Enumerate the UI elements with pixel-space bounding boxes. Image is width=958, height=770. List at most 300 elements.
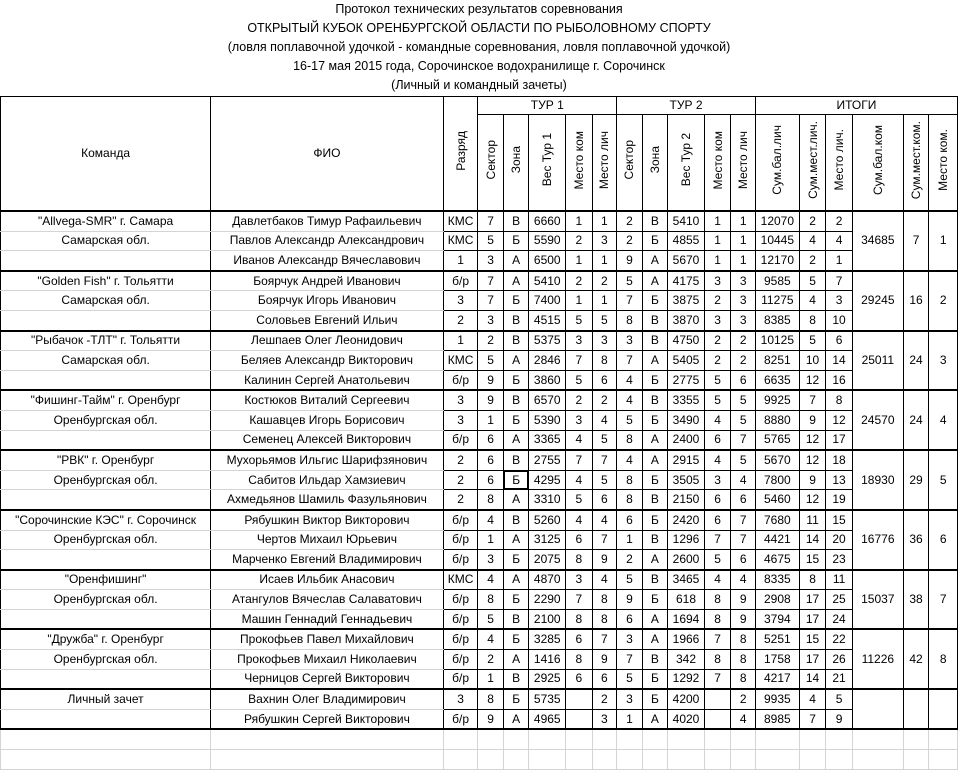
sum-places-cell[interactable]: 10 xyxy=(799,351,826,371)
empty-cell[interactable] xyxy=(1,750,211,770)
zone2-cell[interactable]: А xyxy=(642,450,668,470)
team-blank-cell[interactable] xyxy=(1,609,211,629)
zone1-cell[interactable]: Б xyxy=(503,550,529,570)
zone2-cell[interactable]: А xyxy=(642,550,668,570)
zone2-cell[interactable]: В xyxy=(642,310,668,330)
zone2-cell[interactable]: Б xyxy=(642,291,668,311)
sector2-cell[interactable]: 4 xyxy=(617,390,643,410)
zone1-cell[interactable]: Б xyxy=(503,231,529,251)
place-cell[interactable]: 4 xyxy=(826,231,853,251)
weight1-cell[interactable]: 6570 xyxy=(529,390,566,410)
weight1-cell[interactable]: 4870 xyxy=(529,570,566,590)
sector1-cell[interactable]: 3 xyxy=(478,251,504,271)
zone1-cell[interactable]: Б xyxy=(503,291,529,311)
team-region-cell[interactable]: Оренбургская обл. xyxy=(1,410,211,430)
fio-cell[interactable]: Чертов Михаил Юрьевич xyxy=(211,530,444,550)
weight1-cell[interactable]: 3125 xyxy=(529,530,566,550)
fio-cell[interactable]: Черницов Сергей Викторович xyxy=(211,669,444,689)
place-pers1-cell[interactable]: 3 xyxy=(592,709,617,729)
sum-places-cell[interactable]: 17 xyxy=(799,650,826,670)
place-team2-cell[interactable]: 2 xyxy=(704,331,731,351)
team-sum-points-cell[interactable]: 16776 xyxy=(852,510,903,570)
team-sum-points-cell[interactable]: 34685 xyxy=(852,211,903,271)
table-row[interactable] xyxy=(1,609,958,629)
place-pers2-cell[interactable]: 6 xyxy=(731,370,756,390)
place-team1-cell[interactable]: 2 xyxy=(566,271,593,291)
place-cell[interactable]: 13 xyxy=(826,470,853,490)
table-row[interactable] xyxy=(1,211,958,231)
place-pers2-cell[interactable]: 5 xyxy=(731,410,756,430)
sector1-cell[interactable]: 6 xyxy=(478,450,504,470)
team-place-cell[interactable]: 6 xyxy=(929,510,958,570)
rank-cell[interactable]: б/р xyxy=(443,530,478,550)
sector1-cell[interactable]: 3 xyxy=(478,550,504,570)
place-team2-cell[interactable]: 3 xyxy=(704,271,731,291)
sector2-cell[interactable]: 6 xyxy=(617,510,643,530)
zone2-cell[interactable]: В xyxy=(642,211,668,231)
team-sum-places-cell[interactable]: 38 xyxy=(903,570,929,630)
zone1-cell[interactable]: А xyxy=(503,570,529,590)
place-cell[interactable]: 6 xyxy=(826,331,853,351)
weight1-cell[interactable]: 5590 xyxy=(529,231,566,251)
team-name-cell[interactable]: Личный зачет xyxy=(1,689,211,709)
place-cell[interactable]: 26 xyxy=(826,650,853,670)
team-sum-places-cell[interactable]: 7 xyxy=(903,211,929,271)
place-pers1-cell[interactable]: 7 xyxy=(592,530,617,550)
sector2-cell[interactable]: 2 xyxy=(617,211,643,231)
rank-cell[interactable]: б/р xyxy=(443,650,478,670)
place-team1-cell[interactable]: 5 xyxy=(566,310,593,330)
place-cell[interactable]: 25 xyxy=(826,590,853,610)
sector2-cell[interactable]: 8 xyxy=(617,470,643,490)
sum-places-cell[interactable]: 11 xyxy=(799,510,826,530)
sum-points-cell[interactable]: 10125 xyxy=(755,331,799,351)
sum-points-cell[interactable]: 4421 xyxy=(755,530,799,550)
team-sum-points-cell[interactable]: 24570 xyxy=(852,390,903,450)
fio-cell[interactable]: Соловьев Евгений Ильич xyxy=(211,310,444,330)
fio-cell[interactable]: Вахнин Олег Владимирович xyxy=(211,689,444,709)
place-cell[interactable]: 11 xyxy=(826,570,853,590)
rank-cell[interactable]: б/р xyxy=(443,629,478,649)
team-name-cell[interactable]: "Дружба" г. Оренбург xyxy=(1,629,211,649)
sector1-cell[interactable]: 9 xyxy=(478,390,504,410)
place-cell[interactable]: 12 xyxy=(826,410,853,430)
place-pers1-cell[interactable]: 5 xyxy=(592,430,617,450)
place-cell[interactable]: 17 xyxy=(826,430,853,450)
team-place-cell[interactable] xyxy=(929,689,958,729)
empty-cell[interactable] xyxy=(731,750,756,770)
fio-cell[interactable]: Семенец Алексей Викторович xyxy=(211,430,444,450)
place-team2-cell[interactable]: 1 xyxy=(704,231,731,251)
rank-cell[interactable]: 2 xyxy=(443,450,478,470)
zone2-cell[interactable]: Б xyxy=(642,470,668,490)
sum-points-cell[interactable]: 8335 xyxy=(755,570,799,590)
team-blank-cell[interactable] xyxy=(1,669,211,689)
rank-cell[interactable]: б/р xyxy=(443,669,478,689)
place-cell[interactable]: 15 xyxy=(826,510,853,530)
place-pers2-cell[interactable]: 9 xyxy=(731,590,756,610)
place-team1-cell[interactable]: 1 xyxy=(566,251,593,271)
team-name-cell[interactable]: "Фишинг-Тайм" г. Оренбург xyxy=(1,390,211,410)
sum-places-cell[interactable]: 7 xyxy=(799,390,826,410)
sum-points-cell[interactable]: 6635 xyxy=(755,370,799,390)
weight2-cell[interactable]: 3505 xyxy=(668,470,705,490)
team-name-cell[interactable]: "РВК" г. Оренбург xyxy=(1,450,211,470)
rank-cell[interactable]: КМС xyxy=(443,570,478,590)
sum-places-cell[interactable]: 2 xyxy=(799,251,826,271)
team-name-cell[interactable]: "Рыбачок -ТЛТ" г. Тольятти xyxy=(1,331,211,351)
sector2-cell[interactable]: 2 xyxy=(617,550,643,570)
weight2-cell[interactable]: 3490 xyxy=(668,410,705,430)
weight2-cell[interactable]: 1292 xyxy=(668,669,705,689)
weight1-cell[interactable]: 5410 xyxy=(529,271,566,291)
rank-cell[interactable]: 3 xyxy=(443,291,478,311)
place-pers2-cell[interactable]: 2 xyxy=(731,351,756,371)
sector2-cell[interactable]: 5 xyxy=(617,570,643,590)
weight1-cell[interactable]: 6500 xyxy=(529,251,566,271)
empty-row[interactable] xyxy=(1,750,958,770)
place-pers1-cell[interactable]: 5 xyxy=(592,470,617,490)
empty-cell[interactable] xyxy=(592,750,617,770)
zone2-cell[interactable]: Б xyxy=(642,410,668,430)
table-row[interactable] xyxy=(1,530,958,550)
place-team1-cell[interactable]: 3 xyxy=(566,410,593,430)
sum-points-cell[interactable]: 12170 xyxy=(755,251,799,271)
zone1-cell[interactable]: В xyxy=(503,609,529,629)
sum-points-cell[interactable]: 8251 xyxy=(755,351,799,371)
rank-cell[interactable]: 1 xyxy=(443,331,478,351)
weight2-cell[interactable]: 5670 xyxy=(668,251,705,271)
place-team2-cell[interactable]: 7 xyxy=(704,669,731,689)
team-name-cell[interactable]: "Сорочинские КЭС" г. Сорочинск xyxy=(1,510,211,530)
zone1-cell[interactable]: А xyxy=(503,650,529,670)
place-pers1-cell[interactable]: 1 xyxy=(592,291,617,311)
rank-cell[interactable]: КМС xyxy=(443,351,478,371)
place-team1-cell[interactable]: 5 xyxy=(566,490,593,510)
weight2-cell[interactable]: 3870 xyxy=(668,310,705,330)
table-row[interactable] xyxy=(1,550,958,570)
place-pers2-cell[interactable]: 8 xyxy=(731,650,756,670)
sum-places-cell[interactable]: 15 xyxy=(799,629,826,649)
weight1-cell[interactable]: 2846 xyxy=(529,351,566,371)
fio-cell[interactable]: Иванов Александр Вячеславович xyxy=(211,251,444,271)
sector2-cell[interactable]: 8 xyxy=(617,310,643,330)
weight1-cell[interactable]: 3365 xyxy=(529,430,566,450)
fio-cell[interactable]: Кашавцев Игорь Борисович xyxy=(211,410,444,430)
fio-cell[interactable]: Исаев Ильбик Анасович xyxy=(211,570,444,590)
zone1-cell[interactable]: В xyxy=(503,310,529,330)
weight2-cell[interactable]: 4175 xyxy=(668,271,705,291)
place-team1-cell[interactable]: 7 xyxy=(566,450,593,470)
zone1-cell[interactable]: В xyxy=(503,450,529,470)
weight2-cell[interactable]: 4750 xyxy=(668,331,705,351)
sum-places-cell[interactable]: 4 xyxy=(799,689,826,709)
team-blank-cell[interactable] xyxy=(1,550,211,570)
weight1-cell[interactable]: 2755 xyxy=(529,450,566,470)
team-region-cell[interactable]: Оренбургская обл. xyxy=(1,530,211,550)
place-pers1-cell[interactable]: 7 xyxy=(592,629,617,649)
place-team1-cell[interactable]: 6 xyxy=(566,530,593,550)
place-pers1-cell[interactable]: 2 xyxy=(592,271,617,291)
place-pers2-cell[interactable]: 8 xyxy=(731,669,756,689)
table-row[interactable] xyxy=(1,331,958,351)
fio-cell[interactable]: Боярчук Игорь Иванович xyxy=(211,291,444,311)
weight1-cell[interactable]: 3310 xyxy=(529,490,566,510)
sector2-cell[interactable]: 6 xyxy=(617,609,643,629)
sum-places-cell[interactable]: 12 xyxy=(799,430,826,450)
sum-points-cell[interactable]: 8985 xyxy=(755,709,799,729)
place-cell[interactable]: 21 xyxy=(826,669,853,689)
sum-points-cell[interactable]: 4217 xyxy=(755,669,799,689)
table-row[interactable] xyxy=(1,689,958,709)
table-row[interactable] xyxy=(1,390,958,410)
place-pers1-cell[interactable]: 6 xyxy=(592,490,617,510)
fio-cell[interactable]: Прокофьев Михаил Николаевич xyxy=(211,650,444,670)
table-row[interactable] xyxy=(1,351,958,371)
sum-points-cell[interactable]: 3794 xyxy=(755,609,799,629)
weight1-cell[interactable]: 4515 xyxy=(529,310,566,330)
empty-cell[interactable] xyxy=(755,750,799,770)
weight2-cell[interactable]: 618 xyxy=(668,590,705,610)
place-pers2-cell[interactable]: 1 xyxy=(731,251,756,271)
place-pers2-cell[interactable]: 6 xyxy=(731,490,756,510)
weight1-cell[interactable]: 5735 xyxy=(529,689,566,709)
weight2-cell[interactable]: 5410 xyxy=(668,211,705,231)
weight2-cell[interactable]: 4200 xyxy=(668,689,705,709)
sector2-cell[interactable]: 3 xyxy=(617,629,643,649)
place-cell[interactable]: 24 xyxy=(826,609,853,629)
fio-cell[interactable]: Костюков Виталий Сергеевич xyxy=(211,390,444,410)
place-team1-cell[interactable] xyxy=(566,689,593,709)
rank-cell[interactable]: б/р xyxy=(443,271,478,291)
team-region-cell[interactable]: Самарская обл. xyxy=(1,231,211,251)
sum-places-cell[interactable]: 14 xyxy=(799,530,826,550)
empty-cell[interactable] xyxy=(566,750,593,770)
zone2-cell[interactable]: В xyxy=(642,530,668,550)
team-region-cell[interactable]: Самарская обл. xyxy=(1,351,211,371)
sum-places-cell[interactable]: 17 xyxy=(799,590,826,610)
table-row[interactable] xyxy=(1,590,958,610)
sum-points-cell[interactable]: 5765 xyxy=(755,430,799,450)
zone1-cell[interactable]: В xyxy=(503,390,529,410)
weight2-cell[interactable]: 1966 xyxy=(668,629,705,649)
sum-places-cell[interactable]: 12 xyxy=(799,370,826,390)
fio-cell[interactable]: Калинин Сергей Анатольевич xyxy=(211,370,444,390)
place-team2-cell[interactable]: 7 xyxy=(704,530,731,550)
place-team1-cell[interactable]: 1 xyxy=(566,211,593,231)
zone2-cell[interactable]: Б xyxy=(642,689,668,709)
zone2-cell[interactable]: А xyxy=(642,271,668,291)
sector2-cell[interactable]: 7 xyxy=(617,291,643,311)
table-row[interactable] xyxy=(1,490,958,510)
place-pers2-cell[interactable]: 5 xyxy=(731,450,756,470)
rank-cell[interactable]: 3 xyxy=(443,689,478,709)
team-sum-points-cell[interactable]: 11226 xyxy=(852,629,903,689)
table-row[interactable] xyxy=(1,629,958,649)
table-row[interactable] xyxy=(1,430,958,450)
sum-points-cell[interactable]: 5460 xyxy=(755,490,799,510)
place-cell[interactable]: 5 xyxy=(826,689,853,709)
place-team2-cell[interactable]: 6 xyxy=(704,430,731,450)
sum-points-cell[interactable]: 4675 xyxy=(755,550,799,570)
weight1-cell[interactable]: 4965 xyxy=(529,709,566,729)
weight1-cell[interactable]: 7400 xyxy=(529,291,566,311)
zone2-cell[interactable]: Б xyxy=(642,669,668,689)
team-name-cell[interactable]: "Оренфишинг" xyxy=(1,570,211,590)
sum-points-cell[interactable]: 12070 xyxy=(755,211,799,231)
weight1-cell[interactable]: 1416 xyxy=(529,650,566,670)
place-pers1-cell[interactable]: 4 xyxy=(592,410,617,430)
sector2-cell[interactable]: 5 xyxy=(617,410,643,430)
place-cell[interactable]: 9 xyxy=(826,709,853,729)
weight1-cell[interactable]: 2075 xyxy=(529,550,566,570)
rank-cell[interactable]: КМС xyxy=(443,231,478,251)
weight2-cell[interactable]: 5405 xyxy=(668,351,705,371)
place-pers2-cell[interactable]: 3 xyxy=(731,271,756,291)
sector2-cell[interactable]: 7 xyxy=(617,650,643,670)
team-place-cell[interactable]: 1 xyxy=(929,211,958,271)
place-cell[interactable]: 1 xyxy=(826,251,853,271)
empty-cell[interactable] xyxy=(443,750,478,770)
team-sum-points-cell[interactable]: 15037 xyxy=(852,570,903,630)
weight2-cell[interactable]: 4855 xyxy=(668,231,705,251)
rank-cell[interactable]: б/р xyxy=(443,510,478,530)
place-team2-cell[interactable]: 1 xyxy=(704,251,731,271)
zone1-cell[interactable]: А xyxy=(503,530,529,550)
zone2-cell[interactable]: В xyxy=(642,331,668,351)
team-place-cell[interactable]: 8 xyxy=(929,629,958,689)
team-place-cell[interactable]: 5 xyxy=(929,450,958,510)
weight1-cell[interactable]: 2925 xyxy=(529,669,566,689)
place-team2-cell[interactable]: 3 xyxy=(704,310,731,330)
place-team2-cell[interactable] xyxy=(704,709,731,729)
zone1-cell[interactable]: Б xyxy=(503,590,529,610)
weight2-cell[interactable]: 1694 xyxy=(668,609,705,629)
team-sum-places-cell[interactable]: 42 xyxy=(903,629,929,689)
sum-points-cell[interactable]: 10445 xyxy=(755,231,799,251)
zone2-cell[interactable]: Б xyxy=(642,370,668,390)
place-pers1-cell[interactable]: 3 xyxy=(592,231,617,251)
weight2-cell[interactable]: 2775 xyxy=(668,370,705,390)
sum-places-cell[interactable]: 15 xyxy=(799,550,826,570)
sector1-cell[interactable]: 4 xyxy=(478,510,504,530)
sector2-cell[interactable]: 8 xyxy=(617,430,643,450)
zone2-cell[interactable]: А xyxy=(642,251,668,271)
table-row[interactable] xyxy=(1,271,958,291)
zone2-cell[interactable]: А xyxy=(642,629,668,649)
rank-cell[interactable]: КМС xyxy=(443,211,478,231)
team-name-cell[interactable]: "Golden Fish" г. Тольятти xyxy=(1,271,211,291)
place-pers2-cell[interactable]: 2 xyxy=(731,689,756,709)
rank-cell[interactable]: 2 xyxy=(443,470,478,490)
empty-cell[interactable] xyxy=(642,750,668,770)
team-sum-places-cell[interactable]: 29 xyxy=(903,450,929,510)
sector1-cell[interactable]: 5 xyxy=(478,351,504,371)
place-pers1-cell[interactable]: 8 xyxy=(592,590,617,610)
sector1-cell[interactable]: 4 xyxy=(478,570,504,590)
team-blank-cell[interactable] xyxy=(1,430,211,450)
sector2-cell[interactable]: 4 xyxy=(617,370,643,390)
team-region-cell[interactable]: Оренбургская обл. xyxy=(1,650,211,670)
place-cell[interactable]: 23 xyxy=(826,550,853,570)
sector1-cell[interactable]: 6 xyxy=(478,470,504,490)
table-row[interactable] xyxy=(1,470,958,490)
weight2-cell[interactable]: 2600 xyxy=(668,550,705,570)
sum-places-cell[interactable]: 4 xyxy=(799,291,826,311)
sum-places-cell[interactable]: 5 xyxy=(799,331,826,351)
team-region-cell[interactable]: Оренбургская обл. xyxy=(1,590,211,610)
place-team1-cell[interactable]: 7 xyxy=(566,351,593,371)
table-row[interactable] xyxy=(1,231,958,251)
place-team2-cell[interactable]: 8 xyxy=(704,609,731,629)
sector1-cell[interactable]: 3 xyxy=(478,310,504,330)
place-pers2-cell[interactable]: 7 xyxy=(731,530,756,550)
sector2-cell[interactable]: 1 xyxy=(617,530,643,550)
zone2-cell[interactable]: А xyxy=(642,609,668,629)
sector1-cell[interactable]: 5 xyxy=(478,609,504,629)
team-region-cell[interactable]: Самарская обл. xyxy=(1,291,211,311)
table-row[interactable] xyxy=(1,669,958,689)
place-team1-cell[interactable]: 8 xyxy=(566,609,593,629)
sector1-cell[interactable]: 7 xyxy=(478,291,504,311)
table-row[interactable] xyxy=(1,410,958,430)
table-row[interactable] xyxy=(1,510,958,530)
place-cell[interactable]: 8 xyxy=(826,390,853,410)
sector1-cell[interactable]: 8 xyxy=(478,689,504,709)
weight2-cell[interactable]: 2915 xyxy=(668,450,705,470)
place-team2-cell[interactable]: 1 xyxy=(704,211,731,231)
sector2-cell[interactable]: 9 xyxy=(617,590,643,610)
weight2-cell[interactable]: 3875 xyxy=(668,291,705,311)
sector2-cell[interactable]: 5 xyxy=(617,271,643,291)
sum-points-cell[interactable]: 9925 xyxy=(755,390,799,410)
weight2-cell[interactable]: 1296 xyxy=(668,530,705,550)
place-pers2-cell[interactable]: 1 xyxy=(731,231,756,251)
place-team1-cell[interactable]: 2 xyxy=(566,390,593,410)
place-pers2-cell[interactable]: 6 xyxy=(731,550,756,570)
place-team2-cell[interactable]: 2 xyxy=(704,291,731,311)
weight2-cell[interactable]: 3465 xyxy=(668,570,705,590)
fio-cell[interactable]: Рябушкин Виктор Викторович xyxy=(211,510,444,530)
place-team1-cell[interactable]: 8 xyxy=(566,550,593,570)
place-team1-cell[interactable]: 3 xyxy=(566,331,593,351)
place-team1-cell[interactable]: 4 xyxy=(566,470,593,490)
sector2-cell[interactable]: 5 xyxy=(617,669,643,689)
team-sum-points-cell[interactable]: 29245 xyxy=(852,271,903,331)
place-pers1-cell[interactable]: 6 xyxy=(592,669,617,689)
zone1-cell[interactable]: А xyxy=(503,709,529,729)
fio-cell[interactable]: Мухорьямов Ильгис Шарифзянович xyxy=(211,450,444,470)
team-place-cell[interactable]: 7 xyxy=(929,570,958,630)
sector1-cell[interactable]: 8 xyxy=(478,590,504,610)
team-blank-cell[interactable] xyxy=(1,490,211,510)
rank-cell[interactable]: 2 xyxy=(443,490,478,510)
place-team2-cell[interactable]: 5 xyxy=(704,550,731,570)
place-team2-cell[interactable]: 4 xyxy=(704,570,731,590)
place-team1-cell[interactable] xyxy=(566,709,593,729)
empty-cell[interactable] xyxy=(929,750,958,770)
table-row[interactable] xyxy=(1,251,958,271)
sector2-cell[interactable]: 3 xyxy=(617,689,643,709)
table-row[interactable] xyxy=(1,650,958,670)
sum-places-cell[interactable]: 17 xyxy=(799,609,826,629)
sector1-cell[interactable]: 5 xyxy=(478,231,504,251)
fio-cell[interactable]: Рябушкин Сергей Викторович xyxy=(211,709,444,729)
place-team1-cell[interactable]: 1 xyxy=(566,291,593,311)
table-row[interactable] xyxy=(1,370,958,390)
place-pers2-cell[interactable]: 3 xyxy=(731,310,756,330)
empty-cell[interactable] xyxy=(852,750,903,770)
